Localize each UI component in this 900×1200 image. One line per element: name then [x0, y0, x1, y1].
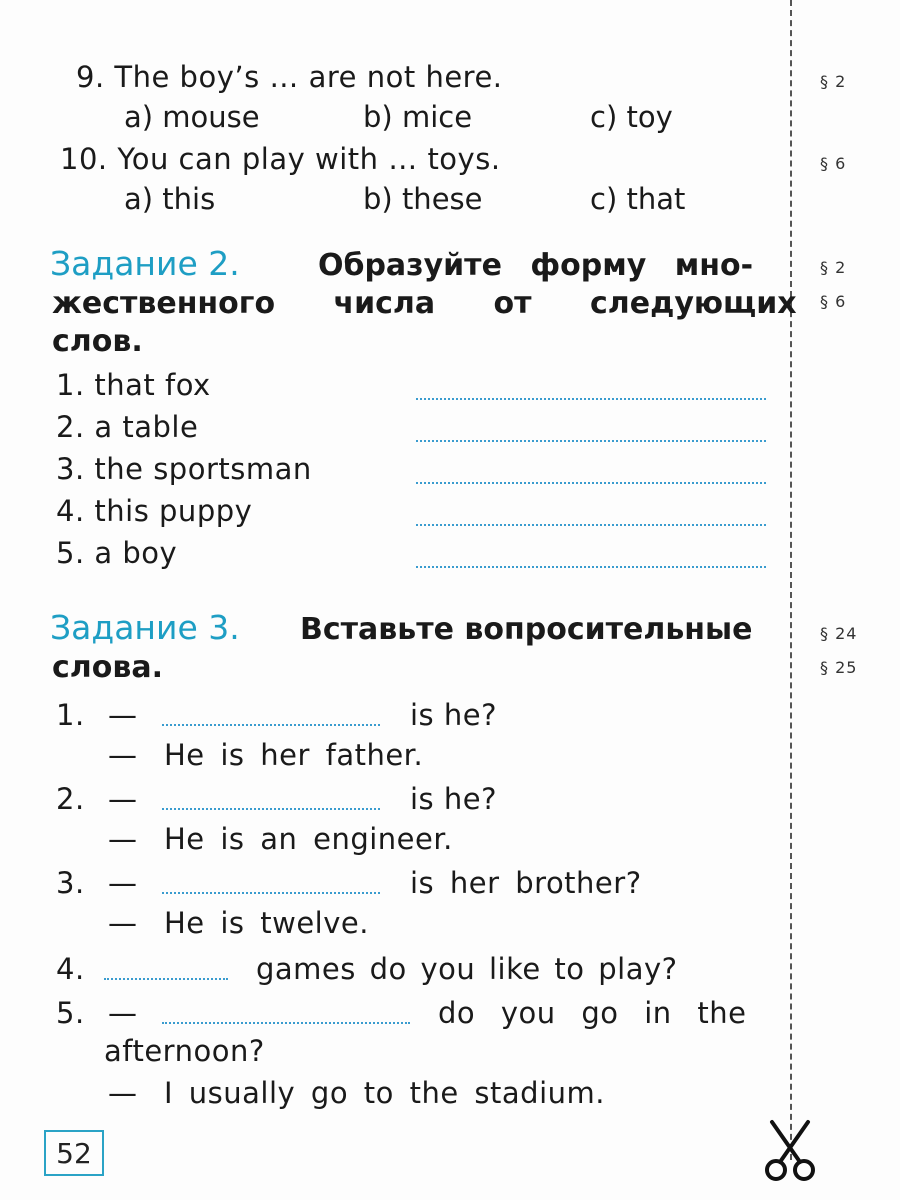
- paragraph-ref: § 2: [820, 72, 847, 91]
- answer-blank[interactable]: [104, 978, 228, 980]
- answer-blank[interactable]: [416, 440, 766, 442]
- answer-blank[interactable]: [162, 892, 380, 894]
- item-word: the sportsman: [94, 452, 312, 486]
- word-item: [56, 410, 198, 444]
- item-number: 5.: [56, 536, 85, 570]
- paragraph-ref: § 25: [820, 658, 858, 677]
- answer-blank[interactable]: [416, 524, 766, 526]
- task-2-instruction-line-2: жественного числа от следующих: [52, 286, 797, 321]
- dash: —: [108, 996, 138, 1030]
- paragraph-ref: § 24: [820, 624, 858, 643]
- task-2-heading: Задание 2.: [50, 244, 240, 283]
- dash: —: [108, 738, 138, 772]
- dash: —: [108, 782, 138, 816]
- answer-blank[interactable]: [162, 808, 380, 810]
- dash: —: [108, 698, 138, 732]
- task-3-heading: Задание 3.: [50, 608, 240, 647]
- item-word: that fox: [94, 368, 211, 402]
- option-b: b) mice: [363, 100, 473, 134]
- item-number: 4.: [56, 494, 85, 528]
- question-10: [60, 142, 501, 176]
- paragraph-ref: § 6: [820, 292, 847, 311]
- dialogue-item-number: 2.: [56, 782, 85, 816]
- answer-blank[interactable]: [416, 482, 766, 484]
- cut-line: [790, 0, 792, 1160]
- item-word: a table: [94, 410, 199, 444]
- dash: —: [108, 906, 138, 940]
- answer-text: I usually go to the stadium.: [164, 1076, 605, 1110]
- question-text: do you go in the: [438, 996, 747, 1030]
- question-text: is her brother?: [410, 866, 642, 900]
- task-3-instruction-line-1: Вставьте вопросительные: [300, 612, 753, 647]
- answer-blank[interactable]: [416, 398, 766, 400]
- answer-blank[interactable]: [162, 724, 380, 726]
- task-2-instruction-line-3: слов.: [52, 324, 143, 359]
- question-number: 10.: [60, 142, 108, 176]
- dialogue-item-number: 5.: [56, 996, 85, 1030]
- word-item: [56, 368, 211, 402]
- question-text: The boy’s … are not here.: [114, 60, 503, 94]
- paragraph-ref: § 2: [820, 258, 847, 277]
- paragraph-ref: § 6: [820, 154, 847, 173]
- word-item: [56, 452, 312, 486]
- dialogue-item-number: 4.: [56, 952, 85, 986]
- option-c: c) that: [590, 182, 686, 216]
- dialogue-item-number: 3.: [56, 866, 85, 900]
- question-text: is he?: [410, 698, 497, 732]
- word-item: [56, 536, 177, 570]
- answer-blank[interactable]: [162, 1022, 410, 1024]
- option-b: b) these: [363, 182, 483, 216]
- question-text: games do you like to play?: [256, 952, 678, 986]
- answer-text: He is twelve.: [164, 906, 369, 940]
- item-number: 2.: [56, 410, 85, 444]
- task-2-instruction-line-1: Образуйте форму мно-: [318, 248, 754, 283]
- answer-blank[interactable]: [416, 566, 766, 568]
- question-text-continued: afternoon?: [104, 1034, 265, 1068]
- option-a: a) mouse: [124, 100, 260, 134]
- question-9: [76, 60, 503, 94]
- dialogue-item-number: 1.: [56, 698, 85, 732]
- dash: —: [108, 866, 138, 900]
- task-3-instruction-line-2: слова.: [52, 650, 163, 685]
- page-number: 52: [44, 1130, 104, 1176]
- answer-text: He is an engineer.: [164, 822, 453, 856]
- item-word: this puppy: [94, 494, 253, 528]
- answer-text: He is her father.: [164, 738, 424, 772]
- question-number: 9.: [76, 60, 105, 94]
- item-number: 3.: [56, 452, 85, 486]
- question-text: You can play with … toys.: [117, 142, 501, 176]
- question-text: is he?: [410, 782, 497, 816]
- scissors-icon: [760, 1118, 820, 1184]
- word-item: [56, 494, 252, 528]
- item-number: 1.: [56, 368, 85, 402]
- dash: —: [108, 1076, 138, 1110]
- option-c: c) toy: [590, 100, 673, 134]
- option-a: a) this: [124, 182, 216, 216]
- item-word: a boy: [94, 536, 178, 570]
- dash: —: [108, 822, 138, 856]
